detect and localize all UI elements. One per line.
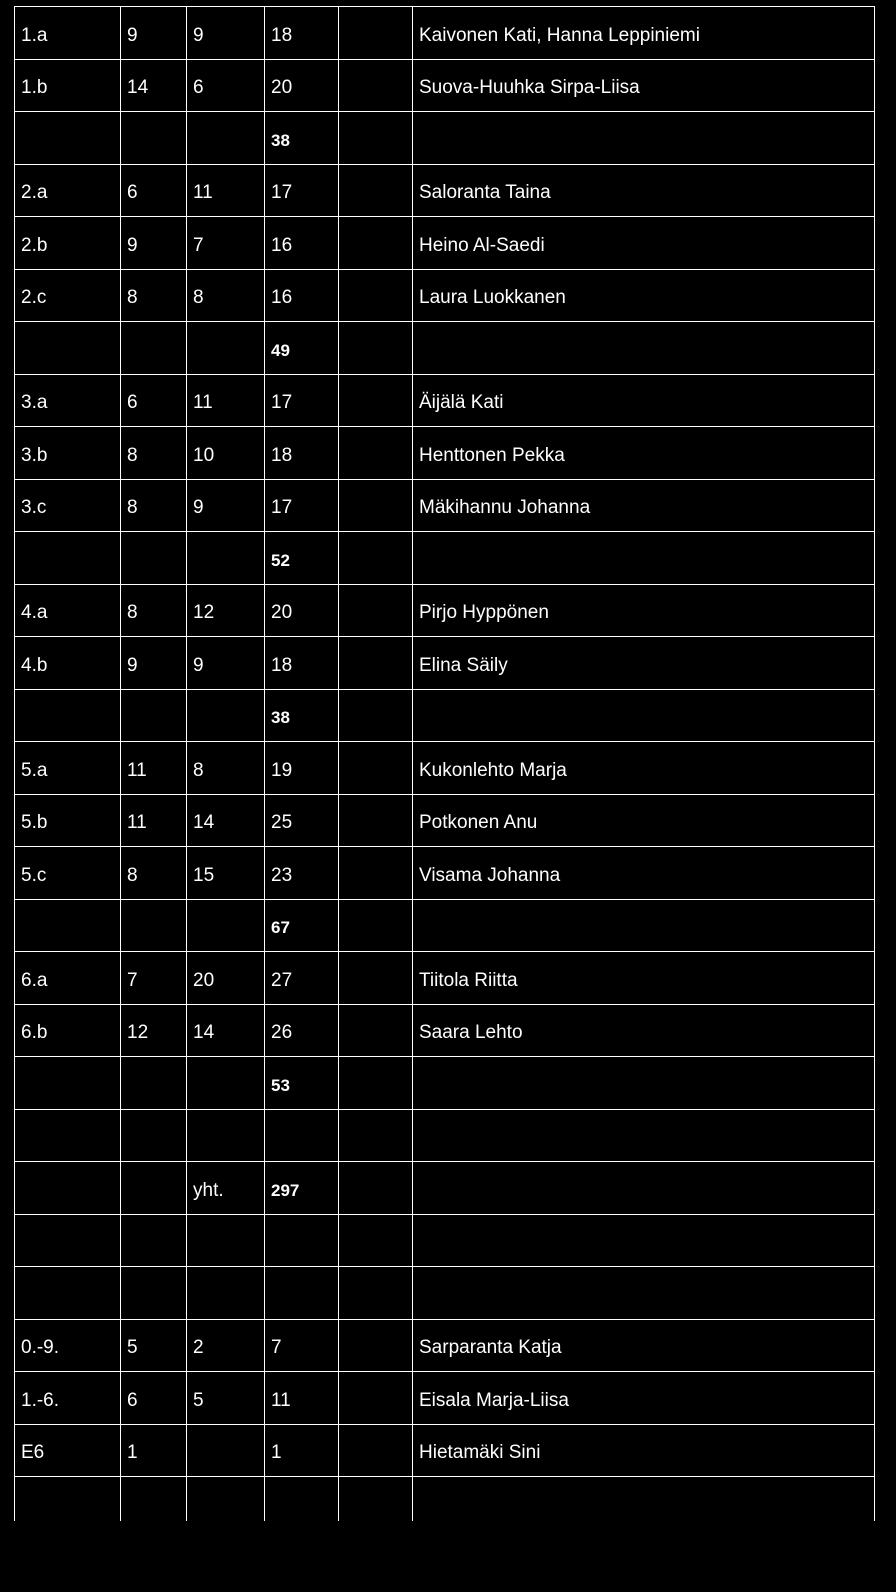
table-row [15, 899, 875, 952]
count-b-cell: yht. [187, 1162, 265, 1215]
table-row [15, 322, 875, 375]
teacher-cell [413, 1267, 875, 1320]
sum-cell: 23 [265, 847, 339, 900]
count-b-cell: 11 [187, 164, 265, 217]
extra-cell [339, 1004, 413, 1057]
table-row [15, 1162, 875, 1215]
teacher-cell: Kukonlehto Marja [413, 742, 875, 795]
sum-cell [265, 1214, 339, 1267]
table-row [15, 1477, 875, 1521]
class-cell: 1.b [15, 59, 121, 112]
count-a-cell [121, 899, 187, 952]
teacher-cell: Laura Luokkanen [413, 269, 875, 322]
class-cell [15, 899, 121, 952]
table-row [15, 952, 875, 1005]
count-a-cell: 6 [121, 1372, 187, 1425]
table-row [15, 217, 875, 270]
count-b-cell: 20 [187, 952, 265, 1005]
extra-cell [339, 1057, 413, 1110]
sum-cell: 19 [265, 742, 339, 795]
teacher-cell: Suova-Huuhka Sirpa-Liisa [413, 59, 875, 112]
count-a-cell [121, 1057, 187, 1110]
extra-cell [339, 7, 413, 60]
class-cell: 0.-9. [15, 1319, 121, 1372]
extra-cell [339, 322, 413, 375]
table-row [15, 584, 875, 637]
teacher-cell [413, 112, 875, 165]
sum-cell: 11 [265, 1372, 339, 1425]
sum-cell: 16 [265, 217, 339, 270]
sum-cell: 18 [265, 637, 339, 690]
sum-cell: 17 [265, 374, 339, 427]
count-b-cell: 11 [187, 374, 265, 427]
table-body [15, 7, 875, 1521]
extra-cell [339, 479, 413, 532]
class-roster-table [14, 6, 875, 1521]
extra-cell [339, 1109, 413, 1162]
table-row [15, 1267, 875, 1320]
count-a-cell: 11 [121, 742, 187, 795]
count-a-cell: 8 [121, 269, 187, 322]
class-cell: 3.a [15, 374, 121, 427]
teacher-cell: Pirjo Hyppönen [413, 584, 875, 637]
extra-cell [339, 1214, 413, 1267]
count-a-cell [121, 1162, 187, 1215]
class-cell: 6.a [15, 952, 121, 1005]
sum-cell: 25 [265, 794, 339, 847]
teacher-cell: Elina Säily [413, 637, 875, 690]
count-a-cell: 9 [121, 7, 187, 60]
class-cell: 6.b [15, 1004, 121, 1057]
table-row [15, 1424, 875, 1477]
count-a-cell [121, 112, 187, 165]
sum-cell: 297 [265, 1162, 339, 1215]
extra-cell [339, 1319, 413, 1372]
sum-cell: 17 [265, 164, 339, 217]
count-a-cell [121, 1267, 187, 1320]
class-cell: 3.c [15, 479, 121, 532]
count-b-cell [187, 1267, 265, 1320]
class-cell [15, 1477, 121, 1521]
count-b-cell [187, 322, 265, 375]
teacher-cell [413, 1214, 875, 1267]
extra-cell [339, 1424, 413, 1477]
extra-cell [339, 1162, 413, 1215]
table-row [15, 269, 875, 322]
count-a-cell: 12 [121, 1004, 187, 1057]
sum-cell: 1 [265, 1424, 339, 1477]
teacher-cell: Potkonen Anu [413, 794, 875, 847]
teacher-cell: Mäkihannu Johanna [413, 479, 875, 532]
class-cell [15, 532, 121, 585]
class-cell [15, 322, 121, 375]
sum-cell: 7 [265, 1319, 339, 1372]
count-b-cell [187, 899, 265, 952]
teacher-cell: Hietamäki Sini [413, 1424, 875, 1477]
sum-cell: 49 [265, 322, 339, 375]
count-a-cell [121, 532, 187, 585]
extra-cell [339, 59, 413, 112]
count-a-cell: 6 [121, 164, 187, 217]
extra-cell [339, 112, 413, 165]
extra-cell [339, 689, 413, 742]
count-b-cell [187, 1424, 265, 1477]
teacher-cell [413, 532, 875, 585]
count-a-cell [121, 322, 187, 375]
table-row [15, 1004, 875, 1057]
table-row [15, 59, 875, 112]
teacher-cell [413, 1162, 875, 1215]
class-cell [15, 1267, 121, 1320]
class-cell: 2.c [15, 269, 121, 322]
count-a-cell: 5 [121, 1319, 187, 1372]
teacher-cell [413, 689, 875, 742]
count-b-cell: 14 [187, 794, 265, 847]
extra-cell [339, 532, 413, 585]
count-a-cell [121, 1477, 187, 1521]
count-b-cell [187, 689, 265, 742]
teacher-cell: Henttonen Pekka [413, 427, 875, 480]
extra-cell [339, 269, 413, 322]
teacher-cell: Visama Johanna [413, 847, 875, 900]
count-b-cell: 2 [187, 1319, 265, 1372]
sum-cell: 38 [265, 689, 339, 742]
count-b-cell: 7 [187, 217, 265, 270]
sum-cell: 27 [265, 952, 339, 1005]
count-a-cell: 8 [121, 479, 187, 532]
teacher-cell [413, 1109, 875, 1162]
class-cell: 2.b [15, 217, 121, 270]
sum-cell: 18 [265, 427, 339, 480]
sum-cell: 67 [265, 899, 339, 952]
class-cell [15, 1109, 121, 1162]
count-b-cell: 9 [187, 637, 265, 690]
teacher-cell [413, 322, 875, 375]
sum-cell: 18 [265, 7, 339, 60]
sum-cell: 20 [265, 584, 339, 637]
count-a-cell: 6 [121, 374, 187, 427]
count-a-cell: 8 [121, 584, 187, 637]
table-row [15, 479, 875, 532]
count-b-cell [187, 532, 265, 585]
count-b-cell [187, 1477, 265, 1521]
table-row [15, 532, 875, 585]
count-a-cell [121, 689, 187, 742]
count-a-cell: 9 [121, 637, 187, 690]
table-row [15, 1109, 875, 1162]
extra-cell [339, 584, 413, 637]
count-b-cell [187, 1109, 265, 1162]
teacher-cell [413, 1477, 875, 1521]
extra-cell [339, 899, 413, 952]
table-row [15, 1372, 875, 1425]
count-b-cell: 6 [187, 59, 265, 112]
sum-cell: 16 [265, 269, 339, 322]
teacher-cell [413, 899, 875, 952]
sum-cell: 38 [265, 112, 339, 165]
teacher-cell: Sarparanta Katja [413, 1319, 875, 1372]
teacher-cell [413, 1057, 875, 1110]
class-cell: 5.c [15, 847, 121, 900]
table-row [15, 637, 875, 690]
extra-cell [339, 742, 413, 795]
count-a-cell: 1 [121, 1424, 187, 1477]
class-cell [15, 1214, 121, 1267]
class-cell [15, 689, 121, 742]
teacher-cell: Saara Lehto [413, 1004, 875, 1057]
count-b-cell [187, 112, 265, 165]
count-b-cell: 14 [187, 1004, 265, 1057]
table-row [15, 1319, 875, 1372]
extra-cell [339, 427, 413, 480]
extra-cell [339, 952, 413, 1005]
extra-cell [339, 1477, 413, 1521]
extra-cell [339, 374, 413, 427]
extra-cell [339, 164, 413, 217]
count-b-cell: 5 [187, 1372, 265, 1425]
teacher-cell: Eisala Marja-Liisa [413, 1372, 875, 1425]
class-cell: 5.b [15, 794, 121, 847]
count-b-cell [187, 1214, 265, 1267]
class-cell: 1.a [15, 7, 121, 60]
extra-cell [339, 847, 413, 900]
class-cell [15, 1162, 121, 1215]
table-row [15, 164, 875, 217]
count-b-cell: 12 [187, 584, 265, 637]
sum-cell [265, 1267, 339, 1320]
sum-cell: 17 [265, 479, 339, 532]
class-cell [15, 112, 121, 165]
count-b-cell: 8 [187, 269, 265, 322]
count-a-cell: 9 [121, 217, 187, 270]
count-b-cell: 9 [187, 7, 265, 60]
sum-cell: 20 [265, 59, 339, 112]
teacher-cell: Äijälä Kati [413, 374, 875, 427]
class-cell: 4.a [15, 584, 121, 637]
table-row [15, 794, 875, 847]
count-a-cell: 14 [121, 59, 187, 112]
class-cell: 1.-6. [15, 1372, 121, 1425]
class-cell: E6 [15, 1424, 121, 1477]
class-cell [15, 1057, 121, 1110]
count-a-cell [121, 1109, 187, 1162]
table-row [15, 742, 875, 795]
count-a-cell: 8 [121, 847, 187, 900]
sum-cell [265, 1477, 339, 1521]
table-row [15, 112, 875, 165]
extra-cell [339, 794, 413, 847]
teacher-cell: Heino Al-Saedi [413, 217, 875, 270]
class-cell: 4.b [15, 637, 121, 690]
sum-cell: 52 [265, 532, 339, 585]
class-cell: 5.a [15, 742, 121, 795]
teacher-cell: Tiitola Riitta [413, 952, 875, 1005]
count-a-cell: 7 [121, 952, 187, 1005]
table-row [15, 374, 875, 427]
count-a-cell: 8 [121, 427, 187, 480]
sum-cell [265, 1109, 339, 1162]
table-row [15, 1057, 875, 1110]
class-cell: 3.b [15, 427, 121, 480]
extra-cell [339, 637, 413, 690]
count-a-cell: 11 [121, 794, 187, 847]
sum-cell: 26 [265, 1004, 339, 1057]
teacher-cell: Kaivonen Kati, Hanna Leppiniemi [413, 7, 875, 60]
class-cell: 2.a [15, 164, 121, 217]
count-b-cell: 8 [187, 742, 265, 795]
table-row [15, 7, 875, 60]
count-b-cell [187, 1057, 265, 1110]
table-row [15, 1214, 875, 1267]
extra-cell [339, 1372, 413, 1425]
count-b-cell: 9 [187, 479, 265, 532]
table-row [15, 689, 875, 742]
count-a-cell [121, 1214, 187, 1267]
table-row [15, 427, 875, 480]
count-b-cell: 15 [187, 847, 265, 900]
table-row [15, 847, 875, 900]
sum-cell: 53 [265, 1057, 339, 1110]
teacher-cell: Saloranta Taina [413, 164, 875, 217]
extra-cell [339, 1267, 413, 1320]
count-b-cell: 10 [187, 427, 265, 480]
extra-cell [339, 217, 413, 270]
